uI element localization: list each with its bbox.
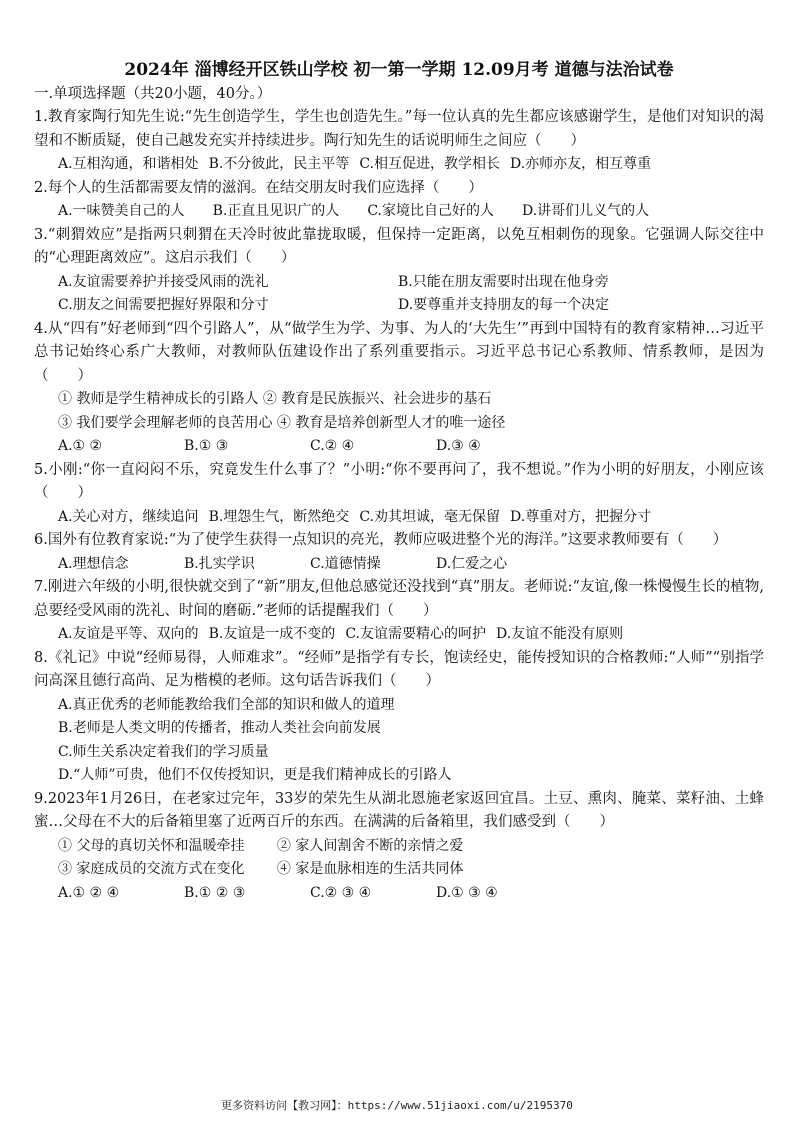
question-stem: 7.刚进六年级的小明,很快就交到了“新”朋友,但他总感觉还没找到“真”朋友。老师说:“友谊,像一株慢慢生长的植物,总要经受风雨的洗礼、时间的磨砺.”老师的话提醒我们（ ） <box>34 579 764 619</box>
option-c: C.家境比自己好的人 <box>367 203 494 219</box>
option-c: C.相互促进，教学相长 <box>359 156 500 172</box>
option-d: D.讲哥们儿义气的人 <box>521 203 650 219</box>
option-c: C.劝其坦诚，毫无保留 <box>359 508 500 525</box>
option-list <box>34 200 764 224</box>
option-b: B.扎实学识 <box>184 555 255 572</box>
option-d: D.友谊不能没有原则 <box>495 626 624 642</box>
question-4 <box>34 318 764 459</box>
option-d: D.亦师亦友，相互尊重 <box>509 156 652 172</box>
option-d: D.① ③ ④ <box>436 884 498 901</box>
option-c: C.道德情操 <box>310 555 381 572</box>
option-c: C.② ③ ④ <box>310 884 372 901</box>
option-c: C.师生关系决定着我们的学习质量 <box>58 743 269 760</box>
question-stem: 6.国外有位教育家说:“为了使学生获得一点知识的亮光，教师应吸进整个光的海洋。”这要求教师要有（ ） <box>34 532 728 548</box>
option-d: D.③ ④ <box>436 438 481 454</box>
option-d: D.“人师”可贵，他们不仅传授知识，更是我们精神成长的引路人 <box>58 767 452 783</box>
section-heading: 一.单项选择题（共20小题，40分。） <box>34 86 272 102</box>
option-list <box>34 506 764 530</box>
question-6 <box>34 529 764 576</box>
statement-row: ③ 家庭成员的交流方式在变化 ④ 家是血脉相连的生活共同体 <box>58 861 464 877</box>
question-2 <box>34 177 764 224</box>
option-c: C.② ④ <box>310 438 355 454</box>
option-a: A.真正优秀的老师能教给我们全部的知识和做人的道理 <box>58 696 395 713</box>
question-stem: 1.教育家陶行知先生说:“先生创造学生，学生也创造先生。”每一位认真的先生都应该感谢学生，是他们对知识的渴望和不断质疑，使自己越发充实并持续进步。陶行知先生的话说明师生之间应（ ） <box>34 109 764 149</box>
option-list <box>34 271 764 318</box>
question-9 <box>34 788 764 906</box>
question-stem: 4.从“四有”好老师到“四个引路人”，从“做学生为学、为事、为人的‘大先生’”再到中国特有的教育家精神…习近平总书记始终心系广大教师，对教师队伍建设作出了系列重要指示。习近平总书记心系教师、情系教师，是因为（ ） <box>34 320 764 384</box>
option-list <box>34 882 764 906</box>
option-b: B.① ② ③ <box>184 884 246 901</box>
option-b: B.① ③ <box>184 438 229 454</box>
question-3 <box>34 224 764 318</box>
option-list <box>34 153 764 177</box>
option-d: D.要尊重并支持朋友的每一个决定 <box>398 297 610 313</box>
option-list <box>34 694 764 788</box>
question-1 <box>34 106 764 177</box>
option-c: C.友谊需要精心的呵护 <box>345 626 486 642</box>
option-a: A.一味赞美自己的人 <box>58 203 185 219</box>
question-5 <box>34 459 764 530</box>
option-d: D.仁爱之心 <box>436 555 508 572</box>
option-a: A.① ② ④ <box>58 884 120 901</box>
option-b: B.埋怨生气，断然绝交 <box>208 508 350 525</box>
option-b: B.友谊是一成不变的 <box>208 626 336 642</box>
option-list <box>34 435 764 459</box>
question-stem: 5.小刚:“你一直闷闷不乐，究竟发生什么事了？”小明:“你不要再问了，我不想说。”作为小明的好朋友，小刚应该（ ） <box>34 461 764 501</box>
option-b: B.老师是人类文明的传播者，推动人类社会向前发展 <box>58 720 381 736</box>
option-list <box>34 623 764 647</box>
option-b: B.只能在朋友需要时出现在他身旁 <box>398 273 609 290</box>
option-b: B.不分彼此，民主平等 <box>208 156 350 172</box>
question-stem: 8.《礼记》中说“经师易得，人师难求”。“经师”是指学有专长，饱读经史，能传授知识的合格教师:“人师”“别指学问高深且德行高尚、足为楷模的老师。这句话告诉我们（ ） <box>34 649 764 689</box>
exam-title: 2024年 淄博经开区铁山学校 初一第一学期 12.09月考 道德与法治试卷 <box>124 60 674 80</box>
statement-row: ① 父母的真切关怀和温暖牵挂 ② 家人间割舍不断的亲情之爱 <box>58 837 464 854</box>
footer-link-text: 更多资料访问【教习网】：https://www.51jiaoxi.com/u/2195370 <box>221 1099 573 1112</box>
question-7 <box>34 576 764 647</box>
statement-row: ① 教师是学生精神成长的引路人 ② 教育是民族振兴、社会进步的基石 <box>58 391 492 407</box>
statement-row: ③ 我们要学会理解老师的良苦用心 ④ 教育是培养创新型人才的唯一途径 <box>58 414 506 431</box>
option-list <box>34 553 764 577</box>
option-c: C.朋友之间需要把握好界限和分寸 <box>58 297 269 313</box>
option-a: A.理想信念 <box>58 555 129 572</box>
question-stem: 3.“刺猬效应”是指两只刺猬在天冷时彼此靠拢取暖，但保持一定距离，以免互相刺伤的现象。它强调人际交往中的“心理距离效应”。这启示我们（ ） <box>34 226 764 266</box>
question-stem: 2.每个人的生活都需要友情的滋润。在结交朋友时我们应选择（ ） <box>34 179 483 196</box>
question-8 <box>34 647 764 788</box>
option-a: A.关心对方，继续追问 <box>58 508 199 525</box>
option-d: D.尊重对方，把握分寸 <box>509 508 652 525</box>
option-a: A.友谊需要养护并接受风雨的洗礼 <box>58 273 269 290</box>
option-a: A.友谊是平等、双向的 <box>58 626 199 642</box>
question-stem: 9.2023年1月26日，在老家过完年，33岁的荣先生从湖北恩施老家返回宜昌。土豆、熏肉、腌菜、菜籽油、土蜂蜜…父母在不大的后备箱里塞了近两百斤的东西。在满满的后备箱里，我们感受到（ ） <box>34 790 764 830</box>
statement-list <box>34 388 764 435</box>
option-a: A.互相沟通，和谐相处 <box>58 156 199 172</box>
option-b: B.正直且见识广的人 <box>212 203 340 219</box>
option-a: A.① ② <box>58 438 103 454</box>
statement-list <box>34 835 764 882</box>
